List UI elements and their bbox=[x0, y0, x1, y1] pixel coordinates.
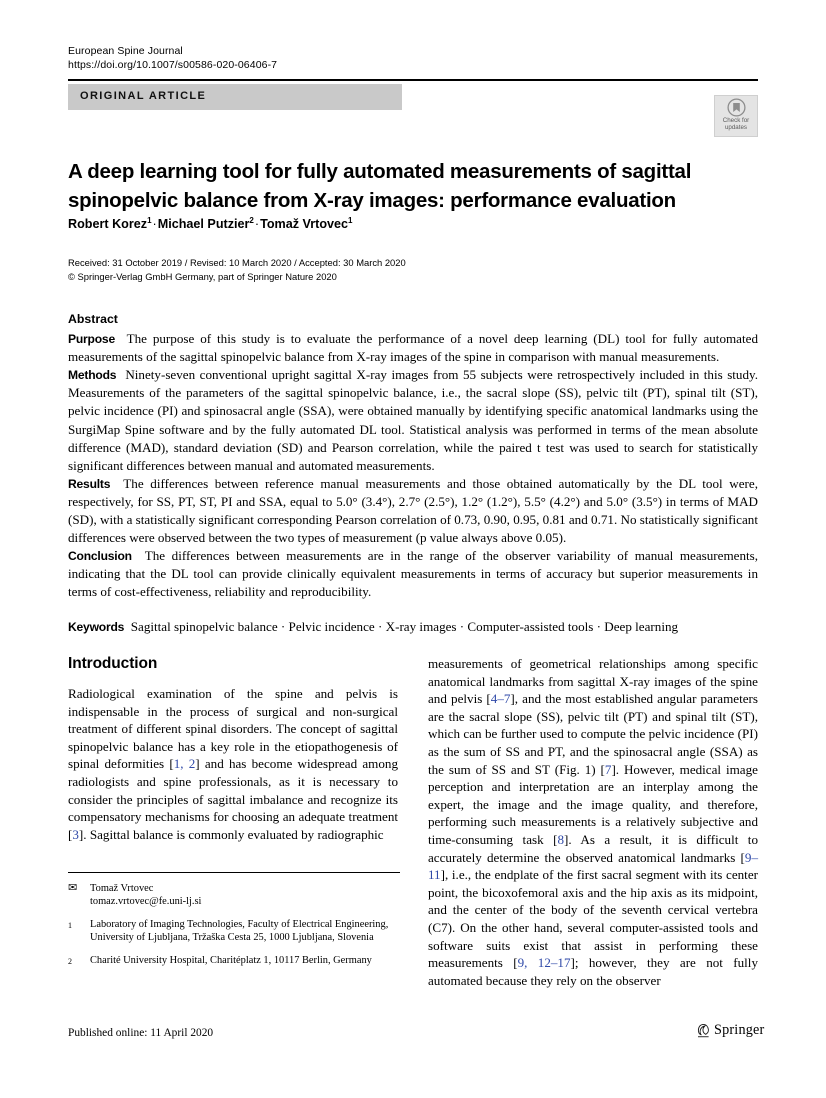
citation-link[interactable]: 9–11 bbox=[428, 849, 758, 883]
author-name: Tomaž Vrtovec bbox=[260, 217, 349, 231]
corresponding-author-email[interactable]: tomaz.vrtovec@fe.uni-lj.si bbox=[90, 896, 202, 908]
abstract-purpose-text: The purpose of this study is to evaluate the performance of a novel deep learning (DL) tool for fully automated measurements of the sagittal spinopelvic balance from X-ray images of the spine in comparison with manual measurements. bbox=[68, 331, 758, 365]
springer-mark-icon bbox=[697, 1023, 710, 1039]
abstract-methods-text: Ninety-seven conventional upright sagittal X-ray images from 55 subjects were retrospectively included in this study. Measurements of the parameters of the sagittal spinopelvic balance, i.e., the sacral slope (SS), pelvic tilt (PT), spinal tilt (ST), pelvic incidence (PI) and spinosacral angle (SSA), were obtained manually by identifying specific anatomical landmarks using the SurgiMap Spine software and by the fully automated DL tool. Statistical analysis was performed in terms of the mean absolute difference (MAD), standard deviation (SD) and Pearson correlation, while the paired t test was used to search for statistically significant differences between manual and automated measurements. bbox=[68, 367, 758, 473]
citation-link[interactable]: 3 bbox=[72, 826, 79, 842]
keywords-label: Keywords bbox=[68, 619, 125, 634]
crossmark-logo-icon bbox=[727, 98, 746, 117]
abstract-results bbox=[68, 475, 758, 547]
received-revised-accepted-line: Received: 31 October 2019 / Revised: 10 March 2020 / Accepted: 30 March 2020 bbox=[68, 257, 406, 268]
abstract-conclusion bbox=[68, 547, 758, 601]
author-affiliation-marker: 1 bbox=[147, 215, 152, 225]
corresponding-author-name: Tomaž Vrtovec bbox=[90, 883, 154, 894]
article-title: A deep learning tool for fully automated measurements of sagittal spinopelvic balance from X-ray images: performance evaluation bbox=[68, 159, 692, 212]
abstract-methods bbox=[68, 366, 758, 475]
author-affiliation-marker: 1 bbox=[348, 215, 353, 225]
springer-wordmark: Springer bbox=[714, 1022, 765, 1038]
citation-link[interactable]: 1, 2 bbox=[173, 756, 196, 772]
author-list bbox=[68, 216, 728, 233]
crossmark-line-2: updates bbox=[724, 124, 748, 132]
abstract-purpose-label: Purpose bbox=[68, 332, 115, 347]
abstract-results-text: The differences between reference manual measurements and those obtained automatically by the DL tool were, respectively, for SS, PT, ST, PI and SSA, equal to 5.0° (3.4°), 2.7° (2.5°), 1.2° (1.2°), 5.5° (4.2°) and 5.0° (3.5°) in terms of MAD (SD), with a statistically significant corresponding Pearson correlation of 0.73, 0.90, 0.95, 0.81 and 0.71. No statistically significant differences were observed between the two types of measurement (p value always above 0.05). bbox=[68, 475, 758, 546]
affiliation-marker: 2 bbox=[68, 956, 72, 966]
citation-link[interactable]: 8 bbox=[557, 831, 565, 847]
corresponding-author bbox=[68, 882, 404, 909]
author-separator: · bbox=[152, 217, 157, 231]
header-divider bbox=[68, 79, 758, 81]
footnotes-block bbox=[68, 882, 404, 977]
affiliation-text: Charité University Hospital, Charitéplatz 1, 10117 Berlin, Germany bbox=[90, 954, 372, 966]
section-title-introduction: Introduction bbox=[68, 655, 158, 672]
introduction-paragraph-left: Radiological examination of the spine and pelvis is indispensable in the process of surgical and non-surgical treatment of different spinal disorders. The concept of sagittal spinopelvic balance has a key role in the etiopathogenesis of spinal deformities [1, 2] and has become widespread among radiologists and spine professionals, as it is necessary to consider the principles of sagittal imbalance and recognize its compensatory mechanisms for choosing an adequate treatment [3]. Sagittal balance is commonly evaluated by radiographic bbox=[68, 686, 398, 842]
column-right bbox=[428, 655, 758, 989]
abstract-results-label: Results bbox=[68, 476, 111, 491]
column-left bbox=[68, 655, 398, 843]
author-separator: · bbox=[254, 217, 260, 231]
abstract-heading: Abstract bbox=[68, 312, 118, 326]
abstract-methods-label: Methods bbox=[68, 368, 117, 383]
keywords-text: Sagittal spinopelvic balance · Pelvic incidence · X-ray images · Computer-assisted tools · Deep learning bbox=[130, 618, 679, 634]
published-online-date: Published online: 11 April 2020 bbox=[68, 1027, 214, 1039]
abstract-conclusion-label: Conclusion bbox=[68, 549, 132, 564]
abstract-purpose bbox=[68, 330, 758, 366]
abstract-conclusion-text: The differences between measurements are in the range of the observer variability of manual measurements, indicating that the DL tool can provide clinically equivalent measurements in terms of accuracy but superior measurements in terms of cost-effectiveness, reliability and reproducibility. bbox=[68, 548, 758, 600]
affiliation-text: Laboratory of Imaging Technologies, Faculty of Electrical Engineering, University of Ljubljana, Tržaška Cesta 25, 1000 Ljubljana, Slovenia bbox=[90, 918, 389, 944]
springer-logo bbox=[697, 1022, 764, 1039]
keywords-line bbox=[68, 618, 758, 636]
journal-name: European Spine Journal bbox=[68, 45, 183, 57]
affiliation-item bbox=[68, 954, 404, 968]
citation-link[interactable]: 4–7 bbox=[490, 691, 511, 707]
introduction-paragraph-right: measurements of geometrical relationships among specific anatomical landmarks from sagittal X-ray images of the spine and pelvis [4–7], and the most established angular parameters are the sacral slope (SS), pelvic tilt (PT) and spinal tilt (ST), which can be further used to compute the pelvic incidence (PI) as the sum of SS and PT, and the spinosacral angle (SSA) as the sum of SS and ST (Fig. 1) [7]. However, medical image perception and interpretation are an interplay among the expert, the image and the image quality, and therefore, performing such measurements is a relatively subjective and time-consuming task [8]. As a result, it is difficult to accurately determine the observed anatomical landmarks [9–11], i.e., the endplate of the first sacral segment with its center point, the bicoxofemoral axis and the hip axis as its midpoint, and the center of the body of the seventh cervical vertebra (C7). On the other hand, several computer-assisted tools and software suits exist that assist in performing these measurements [9, 12–17]; however, they are not fully automated because they rely on the observer bbox=[428, 656, 758, 988]
author-name: Robert Korez bbox=[68, 217, 148, 231]
publication-dates bbox=[68, 256, 728, 283]
author-name: Michael Putzier bbox=[157, 217, 250, 231]
affiliation-marker: 1 bbox=[68, 920, 72, 930]
author-affiliation-marker: 2 bbox=[249, 215, 254, 225]
crossmark-line-1: Check for bbox=[722, 117, 750, 124]
citation-link[interactable]: 7 bbox=[604, 761, 612, 777]
journal-doi[interactable]: https://doi.org/10.1007/s00586-020-06406-7 bbox=[68, 59, 278, 71]
copyright-line: © Springer-Verlag GmbH Germany, part of Springer Nature 2020 bbox=[68, 270, 337, 282]
footnote-divider bbox=[68, 872, 400, 873]
abstract-section bbox=[68, 310, 758, 636]
journal-header bbox=[68, 44, 277, 72]
article-type-label: ORIGINAL ARTICLE bbox=[80, 90, 207, 102]
affiliation-item bbox=[68, 918, 404, 945]
citation-link[interactable]: 9, 12–17 bbox=[517, 955, 571, 971]
envelope-icon: ✉ bbox=[68, 882, 78, 894]
check-for-updates-badge[interactable] bbox=[714, 95, 758, 137]
